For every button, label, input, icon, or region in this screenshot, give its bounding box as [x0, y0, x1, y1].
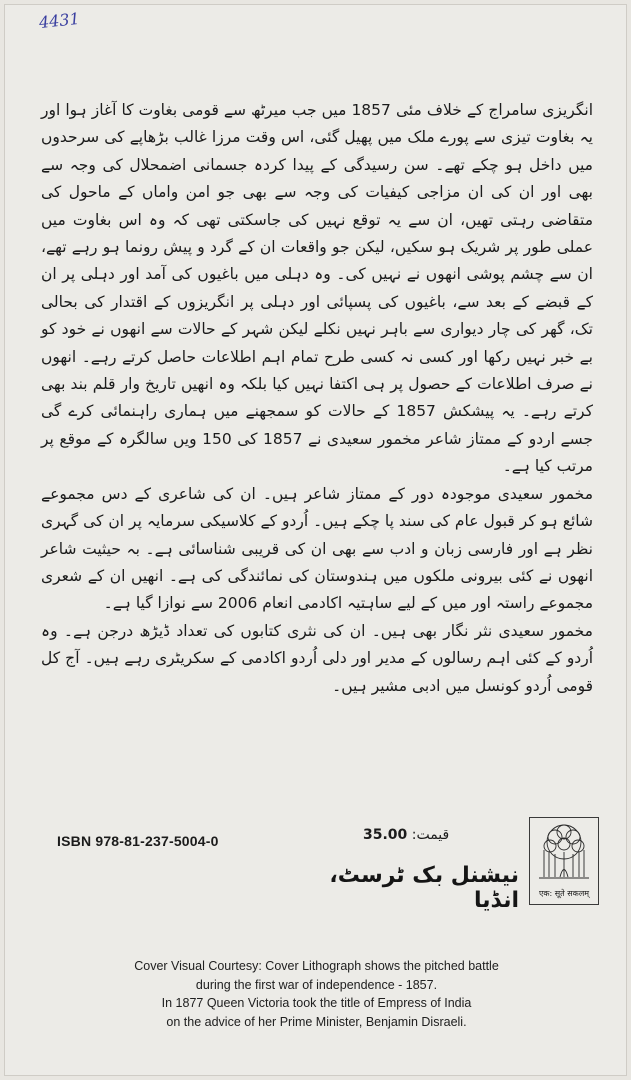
blurb-paragraph-2: مخمور سعیدی موجودہ دور کے ممتاز شاعر ہیں۔ ان کی شاعری کے دس مجموعے شائع ہو کر قبول عام کی سند پا چکے ہیں۔ اُردو کے کلاسیکی سرمایہ پر ان کی گہری نظر ہے اور فارسی زبان و ادب سے بھی ان کی قریبی شناسائی ہے۔ بہ حیثیت شاعر انھوں نے کئی بیرونی ملکوں میں ہندوستان کی نمائندگی کی ہے۔ انھیں ان کے شعری مجموعے راستہ اور میں کے لیے ساہتیہ اکادمی انعام 2006 سے نوازا گیا ہے۔ [41, 484, 593, 613]
cover-courtesy-note [5, 957, 628, 1031]
price-value: 35.00 [363, 827, 408, 843]
banyan-tree-icon [535, 822, 593, 886]
courtesy-line-2: during the first war of independence - 1857. [195, 977, 438, 992]
logo-motto: एक: सूते सकलम् [538, 889, 590, 898]
publisher-name: نیشنل بک ٹرسٹ، انڈیا [329, 863, 519, 913]
nbt-logo [529, 817, 599, 905]
courtesy-line-3: In 1877 Queen Victoria took the title of Empress of India [161, 996, 472, 1010]
handwritten-catalog-number: 4431 [38, 8, 81, 33]
isbn-number: ISBN 978-81-237-5004-0 [57, 833, 219, 849]
back-cover-page [4, 4, 627, 1076]
courtesy-line-4: on the advice of her Prime Minister, Benjamin Disraeli. [166, 1014, 467, 1029]
price-label: قیمت: [411, 827, 450, 843]
price [363, 827, 449, 843]
blurb-paragraph-3: مخمور سعیدی نثر نگار بھی ہیں۔ ان کی نثری کتابوں کی تعداد ڈیڑھ درجن ہے۔ وہ اُردو کے کئی اہم رسالوں کے مدیر اور دلی اُردو اکادمی کے سکریٹری رہے ہیں۔ آج کل قومی اُردو کونسل میں ادبی مشیر ہیں۔ [41, 621, 593, 695]
urdu-blurb [41, 97, 593, 700]
courtesy-line-1: Cover Visual Courtesy: Cover Lithograph shows the pitched battle [134, 959, 499, 973]
blurb-paragraph-1: انگریزی سامراج کے خلاف مئی 1857 میں جب میرٹھ سے قومی بغاوت کا آغاز ہوا اور یہ بغاوت تیزی سے پورے ملک میں پھیل گئی، اس وقت مرزا غالب بڑھاپے کی سرحدوں میں داخل ہو چکے تھے۔ سن رسیدگی کے پیدا کردہ جسمانی اضمحلال کی وجہ سے بھی اور ان کی ان مزاجی کیفیات کی وجہ سے بھی جو امن واماں کے ماحول کی متقاضی رہتی تھیں، ان سے یہ توقع نہیں کی جاسکتی تھی کہ وہ اس بغاوت میں عملی طور پر شریک ہو سکیں، لیکن جو واقعات ان کے گرد و پیش رونما ہو رہے تھے، ان سے چشم پوشی انھوں نے نہیں کی۔ وہ دہلی میں باغیوں کی آمد اور دہلی پر ان کے قبضے کے بعد سے، باغیوں کی پسپائی اور دہلی پر انگریزوں کے اقتدار کی بحالی تک، گھر کی چار دیواری سے باہر نہیں نکلے لیکن شہر کے حالات سے انھوں نے خود کو بے خبر نہیں رکھا اور کسی نہ کسی طرح تمام اہم اطلاعات حاصل کرتے رہے۔ انھوں نے صرف اطلاعات کے حصول پر ہی اکتفا نہیں کیا بلکہ وہ انھیں تاریخ وار قلم بند بھی کرتے رہے۔ یہ پیشکش 1857 کے حالات کو سمجھنے میں ہماری راہنمائی کرے گی جسے اردو کے ممتاز شاعر مخمور سعیدی نے 1857 کی 150 ویں سالگرہ کے موقع پر مرتب کیا ہے۔ [41, 101, 594, 476]
